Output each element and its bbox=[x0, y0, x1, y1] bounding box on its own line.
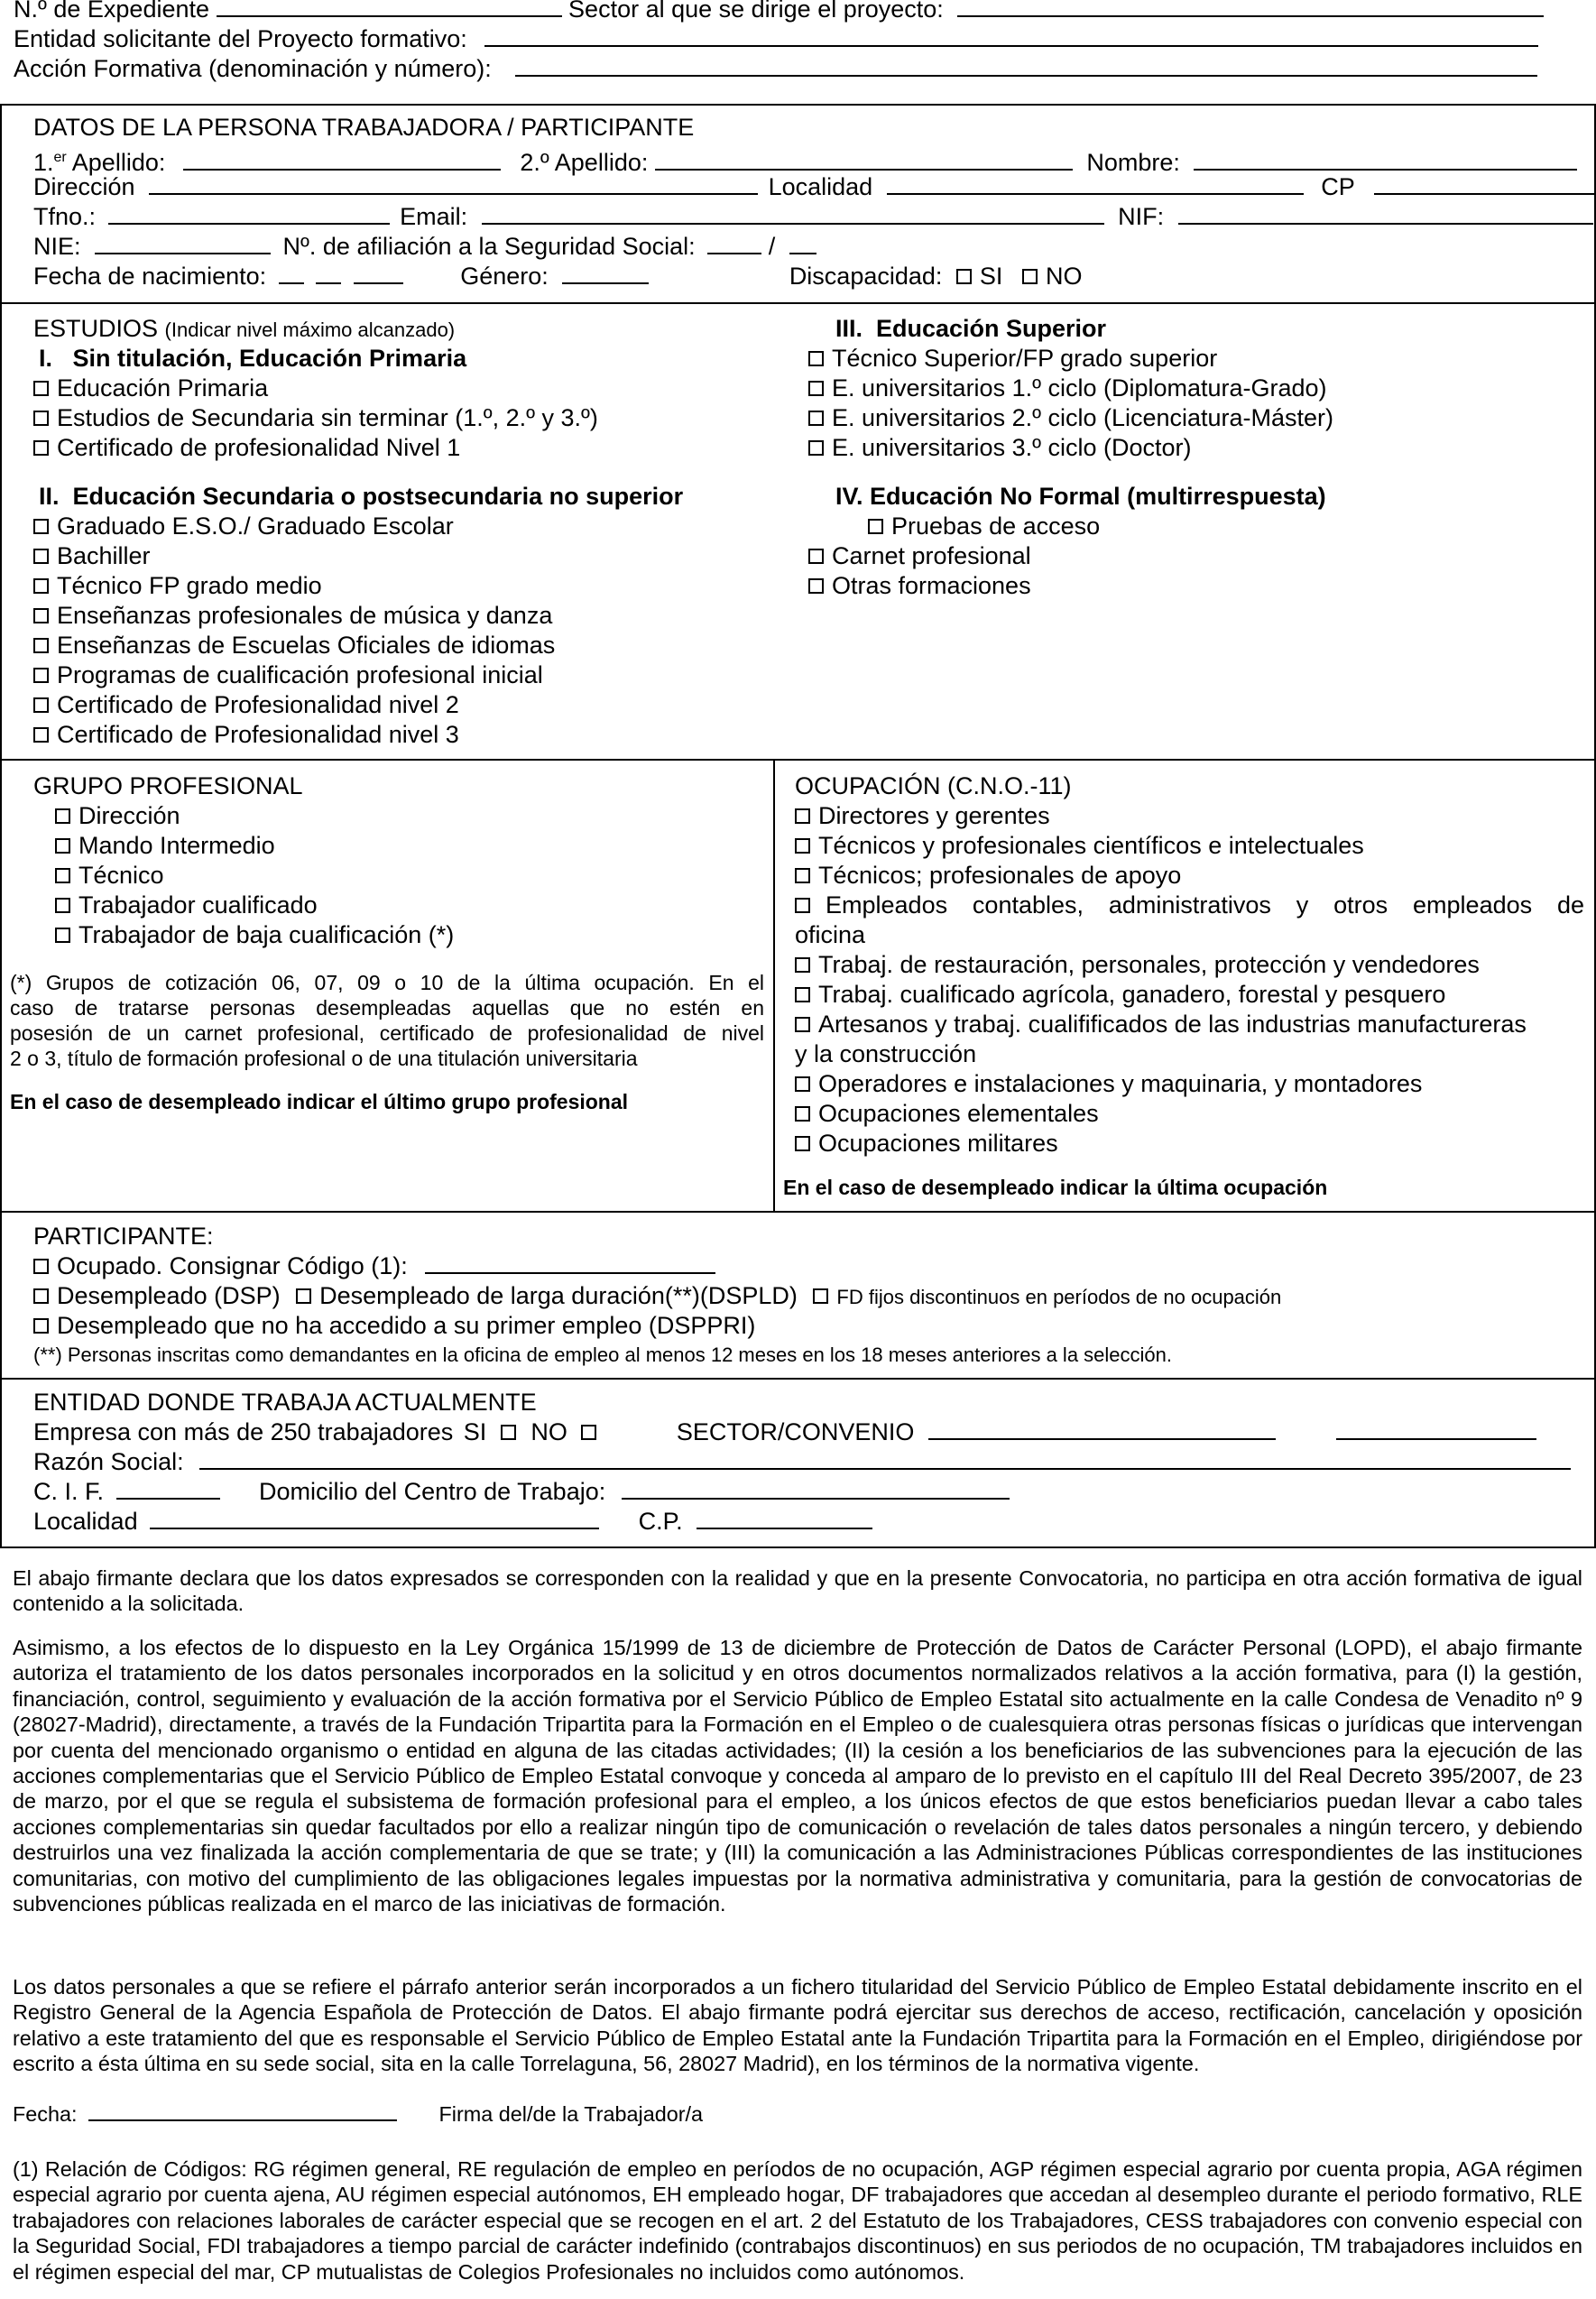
desempleado-label: Desempleado (DSP) bbox=[57, 1282, 281, 1309]
ocupacion-item-label: Técnicos; profesionales de apoyo bbox=[818, 862, 1182, 889]
estudios-g1-item-label: Educación Primaria bbox=[57, 374, 269, 402]
afiliacion-label: Nº. de afiliación a la Seguridad Social: bbox=[282, 233, 696, 260]
grupo-note bbox=[10, 970, 764, 1071]
checkbox[interactable] bbox=[33, 608, 49, 623]
email-label: Email: bbox=[400, 203, 468, 230]
ocupacion-item-label: Directores y gerentes bbox=[818, 802, 1050, 829]
checkbox[interactable] bbox=[868, 519, 883, 534]
divider-participante bbox=[0, 1211, 1596, 1213]
apellido1-label: Apellido: bbox=[66, 149, 166, 176]
razon-label: Razón Social: bbox=[33, 1448, 184, 1475]
grupo-note-line: posesión de un carnet profesional, certificado de profesionalidad de nivel bbox=[10, 1021, 764, 1045]
checkbox[interactable] bbox=[795, 898, 810, 913]
afiliacion-sep: / bbox=[768, 233, 776, 260]
ocupacion-item[interactable] bbox=[795, 801, 1050, 831]
ocupacion-item-label: Empleados contables, administrativos y otros empleados de bbox=[826, 891, 1584, 919]
ocupacion-item[interactable] bbox=[795, 1010, 1527, 1039]
nie-field[interactable] bbox=[95, 233, 271, 254]
grupo-item[interactable] bbox=[55, 831, 275, 861]
participante-note: (**) Personas inscritas como demandantes en la oficina de empleo al menos 12 meses en los 18 meses anteriores a la selección. bbox=[33, 1343, 1172, 1366]
grupo-title: GRUPO PROFESIONAL bbox=[33, 772, 303, 799]
ocupacion-item[interactable] bbox=[795, 1129, 1058, 1159]
discapacidad-no-checkbox[interactable] bbox=[1022, 269, 1038, 284]
ocupacion-item[interactable] bbox=[795, 950, 1480, 980]
ocupacion-item-label: Operadores e instalaciones y maquinaria, y montadores bbox=[818, 1070, 1423, 1097]
apellido2-label: 2.º Apellido: bbox=[520, 149, 649, 176]
desempleado-larga-checkbox[interactable] bbox=[296, 1288, 311, 1304]
direccion-label: Dirección bbox=[33, 173, 135, 200]
discapacidad-label: Discapacidad: bbox=[789, 263, 943, 290]
discapacidad-si-checkbox[interactable] bbox=[956, 269, 972, 284]
estudios-g3-item-label: Técnico Superior/FP grado superior bbox=[832, 345, 1218, 372]
estudios-g4-title: IV. Educación No Formal (multirrespuesta) bbox=[835, 483, 1326, 510]
checkbox[interactable] bbox=[33, 697, 49, 713]
checkbox[interactable] bbox=[808, 411, 824, 426]
fecha-field[interactable] bbox=[88, 2103, 397, 2121]
ocupacion-item-label: Artesanos y trabaj. cualifificados de las industrias manufactureras bbox=[818, 1011, 1527, 1038]
grupo-item[interactable] bbox=[55, 891, 318, 920]
genero-label: Género: bbox=[460, 263, 549, 290]
apellido1-field[interactable] bbox=[183, 149, 501, 171]
cp-field[interactable] bbox=[1374, 173, 1596, 195]
estudios-g3-title: III. Educación Superior bbox=[835, 315, 1107, 342]
estudios-g4-item-label: Carnet profesional bbox=[832, 542, 1031, 569]
localidad-entidad-label: Localidad bbox=[33, 1508, 138, 1535]
empresa-no-label: NO bbox=[530, 1418, 567, 1445]
accion-field[interactable] bbox=[515, 55, 1537, 77]
domicilio-field[interactable] bbox=[622, 1478, 1010, 1500]
estudios-g1-item-label: Certificado de profesionalidad Nivel 1 bbox=[57, 434, 461, 461]
estudios-g3-item[interactable] bbox=[808, 374, 1327, 403]
datos-title: DATOS DE LA PERSONA TRABAJADORA / PARTICIPANTE bbox=[33, 114, 695, 141]
estudios-g1-title: I. Sin titulación, Educación Primaria bbox=[39, 345, 467, 372]
cif-row bbox=[33, 1477, 1010, 1507]
entidad-field[interactable] bbox=[484, 25, 1538, 47]
primer-empleo-checkbox[interactable] bbox=[33, 1318, 49, 1334]
estudios-title: ESTUDIOS bbox=[33, 315, 159, 342]
grupo-item-label: Técnico bbox=[78, 862, 164, 889]
discapacidad-no-label: NO bbox=[1045, 263, 1083, 290]
checkbox[interactable] bbox=[795, 808, 810, 824]
direccion-field[interactable] bbox=[149, 173, 758, 195]
razon-field[interactable] bbox=[199, 1448, 1571, 1470]
entidad-title: ENTIDAD DONDE TRABAJA ACTUALMENTE bbox=[33, 1389, 537, 1416]
estudios-g2-item[interactable] bbox=[33, 601, 552, 631]
estudios-g2-item-label: Graduado E.S.O./ Graduado Escolar bbox=[57, 512, 454, 540]
localidad-entidad-field[interactable] bbox=[150, 1508, 599, 1529]
genero-field[interactable] bbox=[562, 263, 649, 284]
localidad-label: Localidad bbox=[768, 173, 873, 200]
estudios-g2-item[interactable] bbox=[33, 571, 322, 601]
firma-label: Firma del/de la Trabajador/a bbox=[438, 2102, 704, 2126]
ocupacion-item[interactable] bbox=[795, 980, 1445, 1010]
direccion-row bbox=[33, 172, 1596, 202]
sector-field[interactable] bbox=[957, 0, 1544, 17]
empresa-row bbox=[33, 1417, 1536, 1447]
estudios-g2-item-label: Enseñanzas de Escuelas Oficiales de idiomas bbox=[57, 632, 556, 659]
ocupacion-item[interactable] bbox=[795, 1069, 1422, 1099]
checkbox[interactable] bbox=[795, 987, 810, 1002]
estudios-g1-item[interactable] bbox=[33, 433, 460, 463]
domicilio-label: Domicilio del Centro de Trabajo: bbox=[259, 1478, 606, 1505]
checkbox[interactable] bbox=[795, 1106, 810, 1122]
divider-vertical bbox=[773, 759, 775, 1211]
checkbox[interactable] bbox=[55, 928, 70, 943]
checkbox[interactable] bbox=[33, 549, 49, 564]
cp-label: CP bbox=[1321, 173, 1355, 200]
fd-checkbox[interactable] bbox=[813, 1288, 828, 1304]
sector-convenio-field[interactable] bbox=[928, 1418, 1276, 1440]
nombre-label: Nombre: bbox=[1086, 149, 1180, 176]
checkbox[interactable] bbox=[808, 351, 824, 366]
nif-label: NIF: bbox=[1118, 203, 1165, 230]
estudios-g2-item[interactable] bbox=[33, 720, 459, 750]
ocupacion-item-label: Trabaj. cualificado agrícola, ganadero, forestal y pesquero bbox=[818, 981, 1446, 1008]
grupo-item-label: Trabajador cualificado bbox=[78, 891, 318, 919]
grupo-item[interactable] bbox=[55, 861, 164, 891]
checkbox[interactable] bbox=[795, 838, 810, 854]
nie-row bbox=[33, 232, 816, 262]
checkbox[interactable] bbox=[795, 1017, 810, 1032]
grupo-item-label: Dirección bbox=[78, 802, 180, 829]
estudios-g2-item-label: Enseñanzas profesionales de música y danza bbox=[57, 602, 553, 629]
grupo-note-line: caso de tratarse personas desempleadas aquellas que no estén en bbox=[10, 996, 764, 1020]
tfno-label: Tfno.: bbox=[33, 203, 97, 230]
nacimiento-label: Fecha de nacimiento: bbox=[33, 263, 267, 290]
lopd-paragraph: Asimismo, a los efectos de lo dispuesto en la Ley Orgánica 15/1999 de 13 de diciembre de Protección de Datos de Carácter Personal (LOPD), el abajo firmante autoriza el tratamiento de los datos personales incorporados en la solicitud y en otros documentos normalizados relativos a la acción formativa, para (I) la gestión, financiación, control, seguimiento y evaluación de la acción formativa por el Servicio Público de Empleo Estatal sito actualmente en la calle Condesa de Venadito nº 9 (28027-Madrid), directamente, a través de la Fundación Tripartita para la Formación en el Empleo o de cualesquiera otras personas físicas o jurídicas que intervengan por cuenta del mencionado organismo o entidad en alguna de las citadas actividades; (II) la cesión a los beneficiarios de las subvenciones para la ejecución de las acciones complementarias que el Servicio Público de Empleo Estatal convoque y conceda al amparo de lo previsto en el capítulo III del Real Decreto 395/2007, de 23 de marzo, por el que se regula el subsistema de formación profesional para el empleo, a los únicos efectos de que estos beneficiarios puedan llevar a cabo tales acciones complementarias sin quedar facultados por ello a realizar ningún tipo de comunicación o revelación de tales datos personales a ningún tercero, y debiendo destruirlos una vez finalizada la acción complementaria de que se trate; y (III) la comunicación a las Administraciones Públicas correspondientes de las instituciones comunitarias, con motivo del cumplimiento de las obligaciones legales impuestas por la normativa administrativa y comunitaria, para la gestión de convocatorias de subvenciones públicas realizada en el marco de las iniciativas de formación. bbox=[13, 1636, 1582, 1916]
estudios-g4-item[interactable] bbox=[808, 571, 1031, 601]
estudios-g4-item[interactable] bbox=[808, 541, 1031, 571]
checkbox[interactable] bbox=[808, 440, 824, 456]
checkbox[interactable] bbox=[33, 638, 49, 653]
expediente-field[interactable] bbox=[217, 0, 562, 17]
checkbox[interactable] bbox=[795, 1136, 810, 1151]
contacto-row bbox=[33, 202, 1593, 232]
checkbox[interactable] bbox=[795, 957, 810, 973]
ocupacion-item[interactable] bbox=[795, 861, 1181, 891]
codigo-field[interactable] bbox=[425, 1252, 715, 1274]
localidad-field[interactable] bbox=[887, 173, 1304, 195]
divider-entidad bbox=[0, 1378, 1596, 1380]
estudios-g3-item[interactable] bbox=[808, 344, 1217, 374]
nif-field[interactable] bbox=[1178, 203, 1593, 225]
grupo-note-line: (*) Grupos de cotización 06, 07, 09 o 10 de la última ocupación. En el bbox=[10, 971, 764, 994]
checkbox[interactable] bbox=[55, 838, 70, 854]
estudios-g2-item[interactable] bbox=[33, 631, 555, 660]
checkbox[interactable] bbox=[808, 549, 824, 564]
codigos-paragraph: (1) Relación de Códigos: RG régimen general, RE regulación de empleo en períodos de no ocupación, AGP régimen especial agrario por cuenta propia, AGA régimen especial agrario por cuenta ajena, AU régimen especial autónomos, EH empleado hogar, DF trabajadores que accedan al desempleo durante el periodo formativo, RLE trabajadores con relaciones laborales de carácter especial que se recogen en el art. 2 del Estatuto de los Trabajadores, CESS trabajadores con convenio especial con la Seguridad Social, FDI trabajadores a tiempo parcial de carácter indefinido (contrabajos discontinuos) en sus periodos de no ocupación, TM trabajadores incluidos en el régimen especial del mar, CP mutualistas de Colegios Profesionales no incluidos como autónomos. bbox=[13, 2157, 1582, 2284]
cp-entidad-field[interactable] bbox=[697, 1508, 872, 1529]
ocupacion-item-label: Ocupaciones militares bbox=[818, 1130, 1058, 1157]
checkbox[interactable] bbox=[33, 578, 49, 594]
participante-primer-row bbox=[33, 1311, 755, 1341]
estudios-g1-item[interactable] bbox=[33, 403, 598, 433]
divider-estudios bbox=[0, 302, 1596, 304]
checkbox[interactable] bbox=[55, 868, 70, 883]
divider-grupo bbox=[0, 759, 1596, 761]
entidad-label: Entidad solicitante del Proyecto formativo: bbox=[14, 25, 467, 52]
estudios-g4-item[interactable] bbox=[868, 512, 1100, 541]
sector-label: Sector al que se dirige el proyecto: bbox=[568, 0, 944, 23]
checkbox[interactable] bbox=[795, 1076, 810, 1092]
estudios-title-row bbox=[33, 314, 455, 345]
datos-paragraph: Los datos personales a que se refiere el párrafo anterior serán incorporados a un fichero titularidad del Servicio Público de Empleo Estatal debidamente inscrito en el Registro General de la Agencia Española de Protección de Datos. El abajo firmante podrá ejercitar sus derechos de acceso, rectificación, cancelación y oposición relativo a este tratamiento del que es responsable el Servicio Público de Empleo Estatal ante la Fundación Tripartita para la Formación en el Empleo, dirigiéndose por escrito a ésta última en su sede social, sita en la calle Torrelaguna, 56, 28027 Madrid), en los términos de la normativa vigente. bbox=[13, 1975, 1582, 2076]
nacimiento-mes-field[interactable] bbox=[316, 263, 341, 284]
estudios-g2-item-label: Técnico FP grado medio bbox=[57, 572, 322, 599]
estudios-g4-item-label: Otras formaciones bbox=[832, 572, 1031, 599]
apellido2-field[interactable] bbox=[655, 149, 1073, 171]
checkbox[interactable] bbox=[55, 808, 70, 824]
checkbox[interactable] bbox=[55, 898, 70, 913]
participante-ocupado-row bbox=[33, 1251, 715, 1281]
grupo-note-line: 2 o 3, título de formación profesional o de una titulación universitaria bbox=[10, 1047, 638, 1070]
estudios-g1-item[interactable] bbox=[33, 374, 268, 403]
empresa-label: Empresa con más de 250 trabajadores bbox=[33, 1418, 454, 1445]
grupo-footer: En el caso de desempleado indicar el último grupo profesional bbox=[10, 1090, 629, 1113]
email-field[interactable] bbox=[482, 203, 1104, 225]
fd-label: FD fijos discontinuos en períodos de no ocupación bbox=[836, 1286, 1282, 1308]
estudios-g3-item-label: E. universitarios 2.º ciclo (Licenciatura-Máster) bbox=[832, 404, 1334, 431]
ocupacion-item[interactable] bbox=[795, 891, 1584, 920]
nacimiento-anio-field[interactable] bbox=[354, 263, 403, 284]
estudios-g4-item-label: Pruebas de acceso bbox=[891, 512, 1101, 540]
discapacidad-si-label: SI bbox=[979, 263, 1003, 290]
grupo-item[interactable] bbox=[55, 920, 454, 950]
estudios-g2-item[interactable] bbox=[33, 541, 151, 571]
declaracion-paragraph: El abajo firmante declara que los datos expresados se corresponden con la realidad y que en la presente Convocatoria, no participa en otra acción formativa de igual contenido a la solicitada. bbox=[13, 1566, 1582, 1616]
primer-empleo-label: Desempleado que no ha accedido a su primer empleo (DSPPRI) bbox=[57, 1312, 756, 1339]
ocupacion-footer: En el caso de desempleado indicar la última ocupación bbox=[783, 1176, 1328, 1199]
expediente-row bbox=[14, 0, 1544, 24]
razon-row bbox=[33, 1447, 1571, 1477]
estudios-title-note: (Indicar nivel máximo alcanzado) bbox=[164, 319, 456, 341]
cif-field[interactable] bbox=[116, 1478, 220, 1500]
afiliacion-field-2[interactable] bbox=[789, 233, 816, 254]
grupo-item[interactable] bbox=[55, 801, 180, 831]
apellido1-pre: 1. bbox=[33, 149, 54, 176]
empresa-si-label: SI bbox=[463, 1418, 487, 1445]
ocupacion-item-cont: y la construcción bbox=[795, 1040, 977, 1067]
nacimiento-dia-field[interactable] bbox=[279, 263, 304, 284]
ocupacion-title: OCUPACIÓN (C.N.O.-11) bbox=[795, 772, 1072, 799]
estudios-g2-item-label: Programas de cualificación profesional inicial bbox=[57, 661, 543, 688]
estudios-g2-item[interactable] bbox=[33, 690, 459, 720]
estudios-g3-item-label: E. universitarios 1.º ciclo (Diplomatura-Grado) bbox=[832, 374, 1327, 402]
fecha-label: Fecha: bbox=[13, 2102, 78, 2126]
desempleado-larga-label: Desempleado de larga duración(**)(DSPLD) bbox=[319, 1282, 798, 1309]
checkbox[interactable] bbox=[33, 519, 49, 534]
sector-convenio-label: SECTOR/CONVENIO bbox=[676, 1418, 915, 1445]
checkbox[interactable] bbox=[33, 668, 49, 683]
checkbox[interactable] bbox=[33, 381, 49, 396]
expediente-label: N.º de Expediente bbox=[14, 0, 210, 23]
estudios-g2-item-label: Certificado de Profesionalidad nivel 2 bbox=[57, 691, 459, 718]
checkbox[interactable] bbox=[33, 411, 49, 426]
grupo-item-label: Mando Intermedio bbox=[78, 832, 275, 859]
ocupacion-item[interactable] bbox=[795, 831, 1364, 861]
ocupado-label: Ocupado. Consignar Código (1): bbox=[57, 1252, 408, 1279]
nacimiento-row bbox=[33, 262, 1082, 291]
ocupado-checkbox[interactable] bbox=[33, 1259, 49, 1274]
participante-desempleo-row bbox=[33, 1281, 1281, 1312]
estudios-g3-item-label: E. universitarios 3.º ciclo (Doctor) bbox=[832, 434, 1192, 461]
ocupacion-item-label: Trabaj. de restauración, personales, protección y vendedores bbox=[818, 951, 1480, 978]
estudios-g2-item-label: Certificado de Profesionalidad nivel 3 bbox=[57, 721, 459, 748]
accion-label: Acción Formativa (denominación y número): bbox=[14, 55, 492, 82]
desempleado-checkbox[interactable] bbox=[33, 1288, 49, 1304]
estudios-g1-item-label: Estudios de Secundaria sin terminar (1.º, 2.º y 3.º) bbox=[57, 404, 598, 431]
empresa-no-checkbox[interactable] bbox=[581, 1425, 596, 1440]
grupo-item-label: Trabajador de baja cualificación (*) bbox=[78, 921, 455, 948]
apellido1-sup: er bbox=[53, 150, 67, 165]
checkbox[interactable] bbox=[33, 440, 49, 456]
participante-title: PARTICIPANTE: bbox=[33, 1223, 214, 1250]
checkbox[interactable] bbox=[795, 868, 810, 883]
checkbox[interactable] bbox=[33, 727, 49, 743]
afiliacion-field-1[interactable] bbox=[707, 233, 761, 254]
estudios-g2-item[interactable] bbox=[33, 660, 543, 690]
ocupacion-item-cont: oficina bbox=[795, 921, 866, 948]
entidad-row bbox=[14, 24, 1538, 54]
estudios-g3-item[interactable] bbox=[808, 403, 1333, 433]
empresa-si-checkbox[interactable] bbox=[501, 1425, 516, 1440]
checkbox[interactable] bbox=[808, 381, 824, 396]
ocupacion-item-label: Ocupaciones elementales bbox=[818, 1100, 1099, 1127]
accion-row bbox=[14, 54, 1537, 84]
convenio-field[interactable] bbox=[1336, 1418, 1536, 1440]
nie-label: NIE: bbox=[33, 233, 81, 260]
estudios-g3-item[interactable] bbox=[808, 433, 1191, 463]
tfno-field[interactable] bbox=[108, 203, 390, 225]
estudios-g2-item-label: Bachiller bbox=[57, 542, 151, 569]
localidad-entidad-row bbox=[33, 1507, 872, 1537]
cif-label: C. I. F. bbox=[33, 1478, 105, 1505]
checkbox[interactable] bbox=[808, 578, 824, 594]
estudios-g2-title: II. Educación Secundaria o postsecundaria no superior bbox=[39, 483, 684, 510]
ocupacion-item[interactable] bbox=[795, 1099, 1099, 1129]
cp-entidad-label: C.P. bbox=[638, 1508, 683, 1535]
nombre-field[interactable] bbox=[1194, 149, 1577, 171]
estudios-g2-item[interactable] bbox=[33, 512, 454, 541]
firma-row bbox=[13, 2101, 703, 2127]
ocupacion-item-label: Técnicos y profesionales científicos e intelectuales bbox=[818, 832, 1364, 859]
